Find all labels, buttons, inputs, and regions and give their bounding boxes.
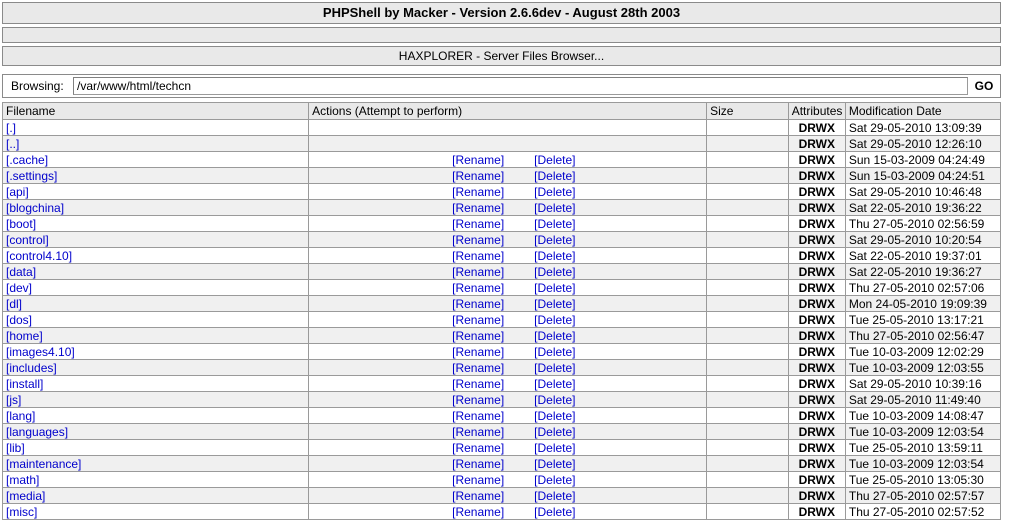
cell-modification-date: Sat 22-05-2010 19:36:22: [845, 200, 1000, 216]
file-link[interactable]: [math]: [6, 472, 40, 487]
table-row: [3, 232, 1001, 248]
cell-attributes: DRWX: [788, 152, 845, 168]
cell-filename: [3, 120, 309, 136]
cell-filename: [3, 376, 309, 392]
rename-link[interactable]: [Rename]: [452, 504, 505, 519]
cell-attributes: DRWX: [788, 136, 845, 152]
rename-link[interactable]: [Rename]: [452, 152, 505, 167]
cell-actions: [309, 504, 707, 520]
cell-attributes: DRWX: [788, 424, 845, 440]
cell-size: [707, 168, 789, 184]
cell-attributes: DRWX: [788, 296, 845, 312]
cell-modification-date: Thu 27-05-2010 02:57:52: [845, 504, 1000, 520]
cell-filename: [3, 392, 309, 408]
cell-attributes: DRWX: [788, 200, 845, 216]
cell-size: [707, 248, 789, 264]
cell-actions: [309, 488, 707, 504]
page-title: PHPShell by Macker - Version 2.6.6dev - August 28th 2003: [2, 2, 1001, 24]
cell-filename: [3, 456, 309, 472]
rename-link[interactable]: [Rename]: [452, 456, 505, 471]
cell-modification-date: Sun 15-03-2009 04:24:49: [845, 152, 1000, 168]
cell-size: [707, 136, 789, 152]
delete-link[interactable]: [Delete]: [534, 200, 576, 215]
cell-filename: [3, 488, 309, 504]
cell-modification-date: Thu 27-05-2010 02:57:57: [845, 488, 1000, 504]
rename-link[interactable]: [Rename]: [452, 440, 505, 455]
delete-link[interactable]: [Delete]: [534, 152, 576, 167]
rename-link[interactable]: [Rename]: [452, 248, 505, 263]
cell-modification-date: Tue 25-05-2010 13:05:30: [845, 472, 1000, 488]
cell-filename: [3, 152, 309, 168]
file-link[interactable]: [control4.10]: [6, 248, 73, 263]
cell-actions: [309, 424, 707, 440]
file-link[interactable]: [blogchina]: [6, 200, 65, 215]
table-row: [3, 392, 1001, 408]
cell-modification-date: Tue 10-03-2009 14:08:47: [845, 408, 1000, 424]
cell-size: [707, 280, 789, 296]
cell-attributes: DRWX: [788, 488, 845, 504]
cell-modification-date: Sat 29-05-2010 11:49:40: [845, 392, 1000, 408]
cell-filename: [3, 280, 309, 296]
rename-link[interactable]: [Rename]: [452, 392, 505, 407]
toolbar-spacer: [2, 27, 1001, 43]
cell-attributes: DRWX: [788, 376, 845, 392]
subtitle-banner: HAXPLORER - Server Files Browser...: [2, 46, 1001, 66]
rename-link[interactable]: [Rename]: [452, 312, 505, 327]
cell-filename: [3, 184, 309, 200]
cell-actions: [309, 168, 707, 184]
cell-modification-date: Tue 25-05-2010 13:17:21: [845, 312, 1000, 328]
cell-actions: [309, 152, 707, 168]
file-link[interactable]: [includes]: [6, 360, 57, 375]
browsing-label: Browsing:: [3, 75, 73, 97]
table-header-row: [3, 103, 1001, 120]
cell-modification-date: Thu 27-05-2010 02:56:59: [845, 216, 1000, 232]
cell-filename: [3, 312, 309, 328]
rename-link[interactable]: [Rename]: [452, 360, 505, 375]
rename-link[interactable]: [Rename]: [452, 184, 505, 199]
file-link[interactable]: [install]: [6, 376, 44, 391]
file-link[interactable]: [dev]: [6, 280, 33, 295]
delete-link[interactable]: [Delete]: [534, 296, 576, 311]
cell-attributes: DRWX: [788, 504, 845, 520]
cell-modification-date: Sat 29-05-2010 10:46:48: [845, 184, 1000, 200]
delete-link[interactable]: [Delete]: [534, 216, 576, 231]
cell-actions: [309, 312, 707, 328]
delete-link[interactable]: [Delete]: [534, 184, 576, 199]
cell-actions: [309, 296, 707, 312]
table-body: [3, 120, 1001, 520]
table-row: [3, 168, 1001, 184]
cell-modification-date: Sat 29-05-2010 12:26:10: [845, 136, 1000, 152]
cell-attributes: DRWX: [788, 344, 845, 360]
browsing-bar: [2, 74, 1001, 98]
cell-size: [707, 184, 789, 200]
rename-link[interactable]: [Rename]: [452, 168, 505, 183]
cell-size: [707, 312, 789, 328]
cell-actions: [309, 120, 707, 136]
file-browser: [2, 102, 1001, 520]
cell-attributes: DRWX: [788, 120, 845, 136]
delete-link[interactable]: [Delete]: [534, 424, 576, 439]
table-row: [3, 504, 1001, 520]
file-link[interactable]: [api]: [6, 184, 29, 199]
rename-link[interactable]: [Rename]: [452, 408, 505, 423]
cell-size: [707, 392, 789, 408]
rename-link[interactable]: [Rename]: [452, 424, 505, 439]
delete-link[interactable]: [Delete]: [534, 312, 576, 327]
table-row: [3, 312, 1001, 328]
delete-link[interactable]: [Delete]: [534, 488, 576, 503]
cell-modification-date: Sat 29-05-2010 10:39:16: [845, 376, 1000, 392]
cell-actions: [309, 376, 707, 392]
file-link[interactable]: [js]: [6, 392, 22, 407]
cell-filename: [3, 504, 309, 520]
rename-link[interactable]: [Rename]: [452, 328, 505, 343]
cell-filename: [3, 360, 309, 376]
delete-link[interactable]: [Delete]: [534, 472, 576, 487]
cell-size: [707, 488, 789, 504]
table-row: [3, 456, 1001, 472]
cell-modification-date: Tue 10-03-2009 12:03:54: [845, 424, 1000, 440]
cell-size: [707, 360, 789, 376]
file-link[interactable]: [languages]: [6, 424, 69, 439]
cell-size: [707, 152, 789, 168]
cell-size: [707, 504, 789, 520]
path-input[interactable]: [73, 77, 968, 95]
table-row: [3, 472, 1001, 488]
table-row: [3, 408, 1001, 424]
cell-attributes: DRWX: [788, 408, 845, 424]
rename-link[interactable]: [Rename]: [452, 472, 505, 487]
file-link[interactable]: [lang]: [6, 408, 36, 423]
cell-filename: [3, 232, 309, 248]
delete-link[interactable]: [Delete]: [534, 504, 576, 519]
cell-actions: [309, 184, 707, 200]
cell-actions: [309, 264, 707, 280]
file-link[interactable]: [media]: [6, 488, 46, 503]
cell-modification-date: Tue 10-03-2009 12:03:54: [845, 456, 1000, 472]
delete-link[interactable]: [Delete]: [534, 456, 576, 471]
table-row: [3, 424, 1001, 440]
cell-modification-date: Sat 29-05-2010 10:20:54: [845, 232, 1000, 248]
cell-size: [707, 120, 789, 136]
cell-attributes: DRWX: [788, 360, 845, 376]
cell-actions: [309, 200, 707, 216]
rename-link[interactable]: [Rename]: [452, 216, 505, 231]
file-link[interactable]: [dl]: [6, 296, 23, 311]
rename-link[interactable]: [Rename]: [452, 232, 505, 247]
cell-attributes: DRWX: [788, 280, 845, 296]
cell-attributes: DRWX: [788, 456, 845, 472]
cell-filename: [3, 408, 309, 424]
delete-link[interactable]: [Delete]: [534, 264, 576, 279]
delete-link[interactable]: [Delete]: [534, 280, 576, 295]
delete-link[interactable]: [Delete]: [534, 392, 576, 407]
table-row: [3, 328, 1001, 344]
file-link[interactable]: [lib]: [6, 440, 25, 455]
rename-link[interactable]: [Rename]: [452, 488, 505, 503]
cell-size: [707, 344, 789, 360]
cell-actions: [309, 344, 707, 360]
cell-modification-date: Sat 29-05-2010 13:09:39: [845, 120, 1000, 136]
file-link[interactable]: [.settings]: [6, 168, 58, 183]
go-button[interactable]: GO: [968, 75, 1000, 97]
cell-modification-date: Tue 25-05-2010 13:59:11: [845, 440, 1000, 456]
delete-link[interactable]: [Delete]: [534, 344, 576, 359]
cell-actions: [309, 280, 707, 296]
cell-modification-date: Tue 10-03-2009 12:02:29: [845, 344, 1000, 360]
cell-actions: [309, 136, 707, 152]
table-row: [3, 184, 1001, 200]
file-link[interactable]: [data]: [6, 264, 37, 279]
column-header-filename: Filename: [3, 103, 309, 120]
file-link[interactable]: [maintenance]: [6, 456, 82, 471]
table-row: [3, 488, 1001, 504]
file-table: [2, 102, 1001, 520]
cell-filename: [3, 440, 309, 456]
table-row: [3, 200, 1001, 216]
table-row: [3, 360, 1001, 376]
file-link[interactable]: [.cache]: [6, 152, 49, 167]
cell-actions: [309, 216, 707, 232]
table-row: [3, 216, 1001, 232]
cell-size: [707, 424, 789, 440]
phpshell-page: [0, 2, 1011, 519]
cell-attributes: DRWX: [788, 184, 845, 200]
file-link[interactable]: [images4.10]: [6, 344, 75, 359]
cell-filename: [3, 472, 309, 488]
cell-filename: [3, 248, 309, 264]
table-row: [3, 120, 1001, 136]
cell-size: [707, 472, 789, 488]
delete-link[interactable]: [Delete]: [534, 328, 576, 343]
cell-size: [707, 456, 789, 472]
delete-link[interactable]: [Delete]: [534, 168, 576, 183]
cell-actions: [309, 456, 707, 472]
cell-actions: [309, 328, 707, 344]
cell-actions: [309, 440, 707, 456]
cell-attributes: DRWX: [788, 216, 845, 232]
cell-filename: [3, 168, 309, 184]
table-row: [3, 152, 1001, 168]
cell-modification-date: Thu 27-05-2010 02:56:47: [845, 328, 1000, 344]
rename-link[interactable]: [Rename]: [452, 376, 505, 391]
cell-size: [707, 200, 789, 216]
table-row: [3, 264, 1001, 280]
cell-actions: [309, 472, 707, 488]
cell-filename: [3, 136, 309, 152]
rename-link[interactable]: [Rename]: [452, 296, 505, 311]
cell-filename: [3, 328, 309, 344]
cell-actions: [309, 392, 707, 408]
cell-filename: [3, 344, 309, 360]
cell-modification-date: Sat 22-05-2010 19:37:01: [845, 248, 1000, 264]
delete-link[interactable]: [Delete]: [534, 408, 576, 423]
file-link[interactable]: [misc]: [6, 504, 38, 519]
cell-modification-date: Mon 24-05-2010 19:09:39: [845, 296, 1000, 312]
cell-attributes: DRWX: [788, 392, 845, 408]
cell-filename: [3, 264, 309, 280]
cell-actions: [309, 232, 707, 248]
cell-attributes: DRWX: [788, 248, 845, 264]
table-row: [3, 248, 1001, 264]
file-link[interactable]: [home]: [6, 328, 43, 343]
table-row: [3, 136, 1001, 152]
cell-filename: [3, 424, 309, 440]
table-row: [3, 440, 1001, 456]
cell-size: [707, 408, 789, 424]
cell-filename: [3, 200, 309, 216]
file-link[interactable]: [boot]: [6, 216, 37, 231]
cell-attributes: DRWX: [788, 312, 845, 328]
table-row: [3, 280, 1001, 296]
table-row: [3, 376, 1001, 392]
delete-link[interactable]: [Delete]: [534, 232, 576, 247]
cell-attributes: DRWX: [788, 472, 845, 488]
cell-filename: [3, 296, 309, 312]
cell-modification-date: Thu 27-05-2010 02:57:06: [845, 280, 1000, 296]
file-link[interactable]: [.]: [6, 120, 17, 135]
table-row: [3, 296, 1001, 312]
cell-attributes: DRWX: [788, 232, 845, 248]
column-header-modification-date: Modification Date: [845, 103, 1000, 120]
cell-size: [707, 296, 789, 312]
delete-link[interactable]: [Delete]: [534, 360, 576, 375]
file-link[interactable]: [dos]: [6, 312, 33, 327]
cell-modification-date: Tue 10-03-2009 12:03:55: [845, 360, 1000, 376]
delete-link[interactable]: [Delete]: [534, 248, 576, 263]
cell-size: [707, 440, 789, 456]
cell-size: [707, 376, 789, 392]
cell-modification-date: Sun 15-03-2009 04:24:51: [845, 168, 1000, 184]
column-header-size: Size: [707, 103, 789, 120]
rename-link[interactable]: [Rename]: [452, 200, 505, 215]
rename-link[interactable]: [Rename]: [452, 344, 505, 359]
cell-attributes: DRWX: [788, 264, 845, 280]
cell-size: [707, 232, 789, 248]
cell-filename: [3, 216, 309, 232]
rename-link[interactable]: [Rename]: [452, 264, 505, 279]
column-header-attributes: Attributes: [788, 103, 845, 120]
cell-actions: [309, 248, 707, 264]
column-header-actions: Actions (Attempt to perform): [309, 103, 707, 120]
cell-actions: [309, 408, 707, 424]
cell-attributes: DRWX: [788, 440, 845, 456]
cell-size: [707, 216, 789, 232]
delete-link[interactable]: [Delete]: [534, 376, 576, 391]
delete-link[interactable]: [Delete]: [534, 440, 576, 455]
table-row: [3, 344, 1001, 360]
cell-modification-date: Sat 22-05-2010 19:36:27: [845, 264, 1000, 280]
cell-actions: [309, 360, 707, 376]
cell-attributes: DRWX: [788, 328, 845, 344]
file-link[interactable]: [..]: [6, 136, 20, 151]
file-link[interactable]: [control]: [6, 232, 49, 247]
rename-link[interactable]: [Rename]: [452, 280, 505, 295]
cell-attributes: DRWX: [788, 168, 845, 184]
cell-size: [707, 264, 789, 280]
cell-size: [707, 328, 789, 344]
